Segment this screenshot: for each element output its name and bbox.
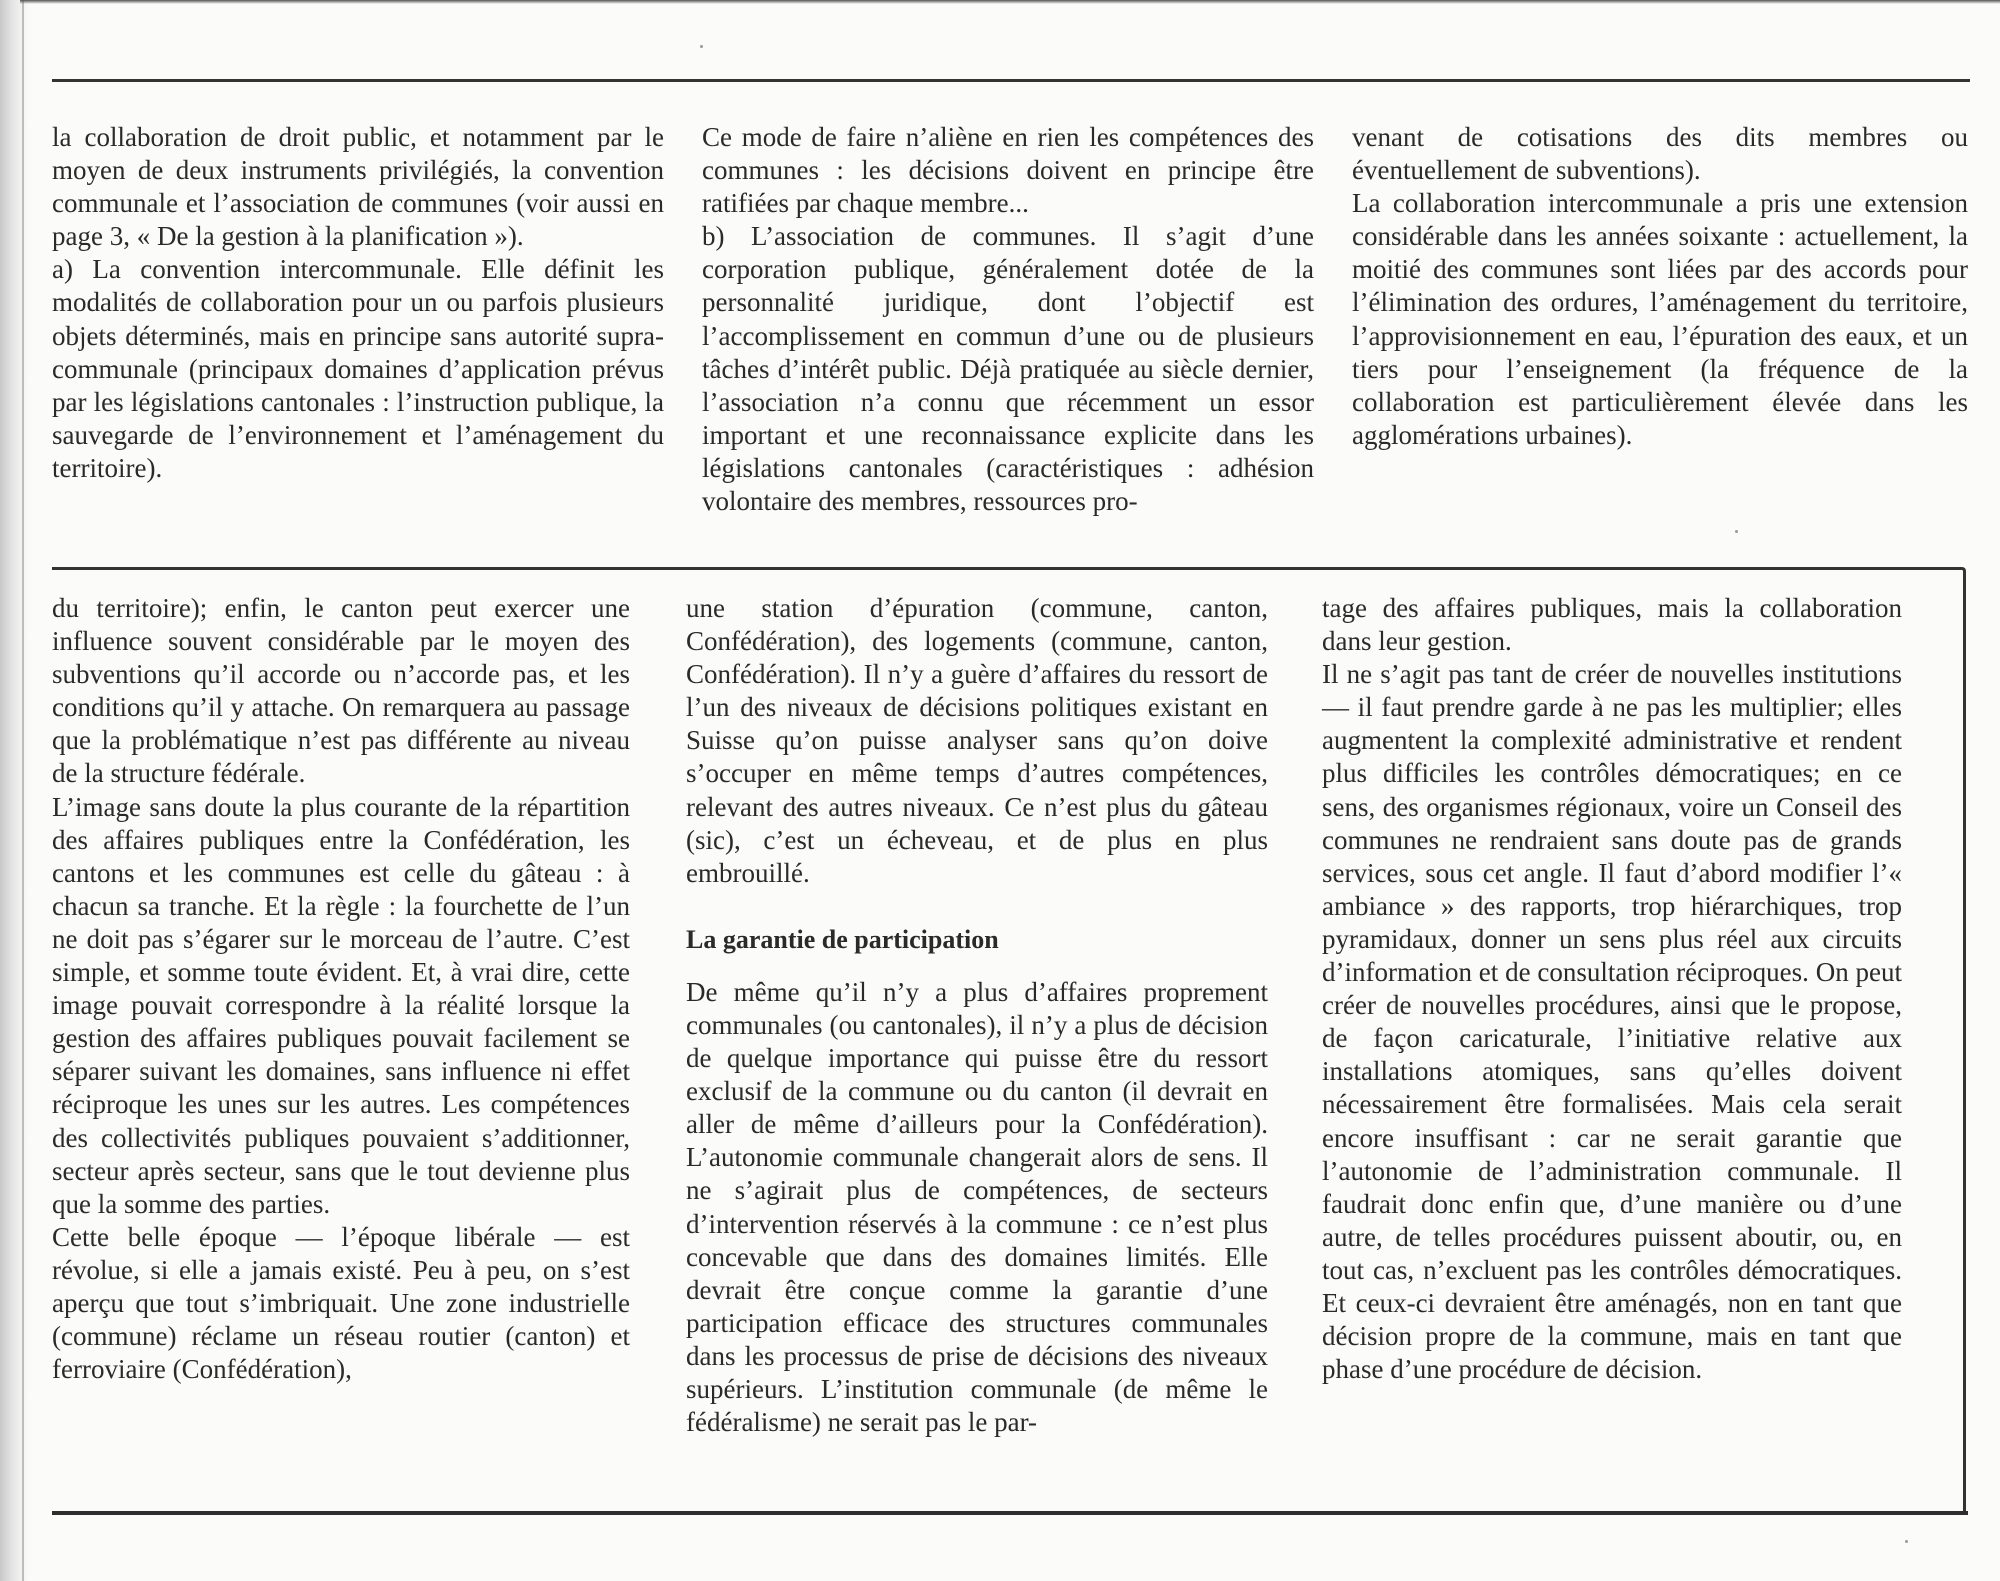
bottom-horizontal-rule <box>52 1511 1968 1515</box>
paragraph: venant de cotisations des dits membres ou éventuellement de subventions). <box>1352 122 1968 186</box>
boxed-column-3 <box>1322 592 1902 1386</box>
paragraph: b) L’association de communes. Il s’agit d’une corporation publique, généralement dotée de la personnalité juridique, dont l’objectif est l’accomplissement en commun d’une ou de plusieurs tâches d’intérêt public. Déjà pratiquée au siècle dernier, l’association n’a connu que récemment un essor important et une reconnaissance explicite dans les législations cantonales (caractéristiques : adhésion volontaire des membres, ressources pro- <box>702 221 1314 517</box>
page-top-edge <box>20 0 2000 4</box>
section-heading: La garantie de participation <box>686 924 999 954</box>
paragraph: Il ne s’agit pas tant de créer de nouvelles institutions — il faut prendre garde à ne pas les multiplier; elles augmentent la complexité administrative et rendent plus difficiles les contrôles démocratiques; en ce sens, des organismes régionaux, voire un Conseil des communes ne rendraient sans doute pas de grands services, sous cet angle. Il faut d’abord modifier l’« ambiance » des rapports, trop hiérarchiques, trop pyramidaux, donner un sens plus réel aux circuits d’information et de consultation réciproques. On peut créer de nouvelles procédures, ainsi que le propose, de façon caricaturale, l’initiative relative aux installations atomiques, sans qu’elles doivent nécessairement être formalisées. Mais cela serait encore insuffisant : car ne serait garantie que l’autonomie de l’administration communale. Il faudrait donc enfin que, d’une manière ou d’une autre, de telles procédures puissent aboutir, ou, en tout cas, n’excluent pas les contrôles démocratiques. Et ceux-ci devraient être aménagés, non en tant que décision propre de la commune, mais en tant que phase d’une procédure de décision. <box>1322 659 1902 1385</box>
boxed-column-2 <box>686 592 1268 1439</box>
paragraph: Cette belle époque — l’époque libérale — est révolue, si elle a jamais existé. Peu à peu, on s’est aperçu que tout s’imbriquait. Une zone industrielle (commune) réclame un réseau routier (canton) et ferroviaire (Confédération), <box>52 1221 630 1385</box>
paragraph: La collaboration intercommunale a pris une extension considérable dans les années soixante : actuellement, la moitié des communes sont liées par des accords pour l’élimination des ordures, l’aménagement du territoire, l’approvisionnement en eau, l’épuration des eaux, et un tiers pour l’enseignement (la fréquence de la collaboration est particulièrement élevée dans les agglomérations urbaines). <box>1352 188 1968 450</box>
upper-column-1 <box>52 121 664 485</box>
upper-column-2 <box>702 121 1314 518</box>
boxed-column-1 <box>52 592 630 1386</box>
paragraph: a) La convention intercommunale. Elle définit les modalités de collaboration pour un ou parfois plusieurs objets déterminés, mais en principe sans autorité supra-communale (principaux domaines d’application prévus par les législations cantonales : l’instruction publique, la sauvegarde de l’environnement et l’aménagement du territoire). <box>52 254 664 483</box>
page-binding-edge <box>22 0 24 1581</box>
scan-speck <box>700 45 703 48</box>
spacer <box>686 956 1268 976</box>
page-binding-shadow <box>0 0 30 1581</box>
paragraph: L’image sans doute la plus courante de la répartition des affaires publiques entre la Confédération, les cantons et les communes est celle du gâteau : à chacun sa tranche. Et la règle : la fourchette de l’un ne doit pas s’égarer sur le morceau de l’autre. C’est simple, et somme toute évident. Et, à vrai dire, cette image pouvait correspondre à la réalité lorsque la gestion des affaires publiques pouvait facilement se séparer suivant les domaines, sans influence ni effet réciproque les unes sur les autres. Les compétences des collectivités publiques pouvaient s’additionner, secteur après secteur, sans que le tout devienne plus que la somme des parties. <box>52 791 630 1219</box>
paragraph: De même qu’il n’y a plus d’affaires proprement communales (ou cantonales), il n’y a plus de décision de quelque importance qui puisse être du ressort exclusif de la commune ou du canton (il devrait en aller de même d’ailleurs pour la Confédération). L’autonomie communale changerait alors de sens. Il ne s’agirait plus de compétences, de secteurs d’intervention réservés à la commune : ce n’est plus concevable que dans des domaines limités. Elle devrait être conçue comme la garantie d’une participation efficace des structures communales dans les processus de prise de décisions des niveaux supérieurs. L’institution communale (de même le fédéralisme) ne serait pas le par- <box>686 976 1268 1438</box>
upper-column-3 <box>1352 121 1968 452</box>
paragraph: Ce mode de faire n’aliène en rien les compétences des communes : les décisions doivent en principe être ratifiées par chaque membre... <box>702 122 1314 219</box>
scan-speck <box>1905 1540 1908 1543</box>
paragraph: tage des affaires publiques, mais la collaboration dans leur gestion. <box>1322 593 1902 657</box>
scan-speck <box>1735 530 1738 533</box>
spacer <box>686 890 1268 923</box>
paragraph: du territoire); enfin, le canton peut exercer une influence souvent considérable par le moyen des subventions qu’il accorde ou n’accorde pas, et les conditions qu’il y attache. On remarquera au passage que la problématique n’est pas différente au niveau de la structure fédérale. <box>52 593 630 789</box>
paragraph: la collaboration de droit public, et notamment par le moyen de deux instruments privilégiés, la convention communale et l’association de communes (voir aussi en page 3, « De la gestion à la planification »). <box>52 122 664 252</box>
top-horizontal-rule <box>52 79 1970 82</box>
paragraph: une station d’épuration (commune, canton, Confédération), des logements (commune, canton, Confédération). Il n’y a guère d’affaires du ressort de l’un des niveaux de décisions politiques existant en Suisse qu’on puisse analyser sans qu’on doive s’occuper en même temps d’autres compétences, relevant des autres niveaux. Ce n’est plus du gâteau (sic), c’est un écheveau, et de plus en plus embrouillé. <box>686 593 1268 888</box>
